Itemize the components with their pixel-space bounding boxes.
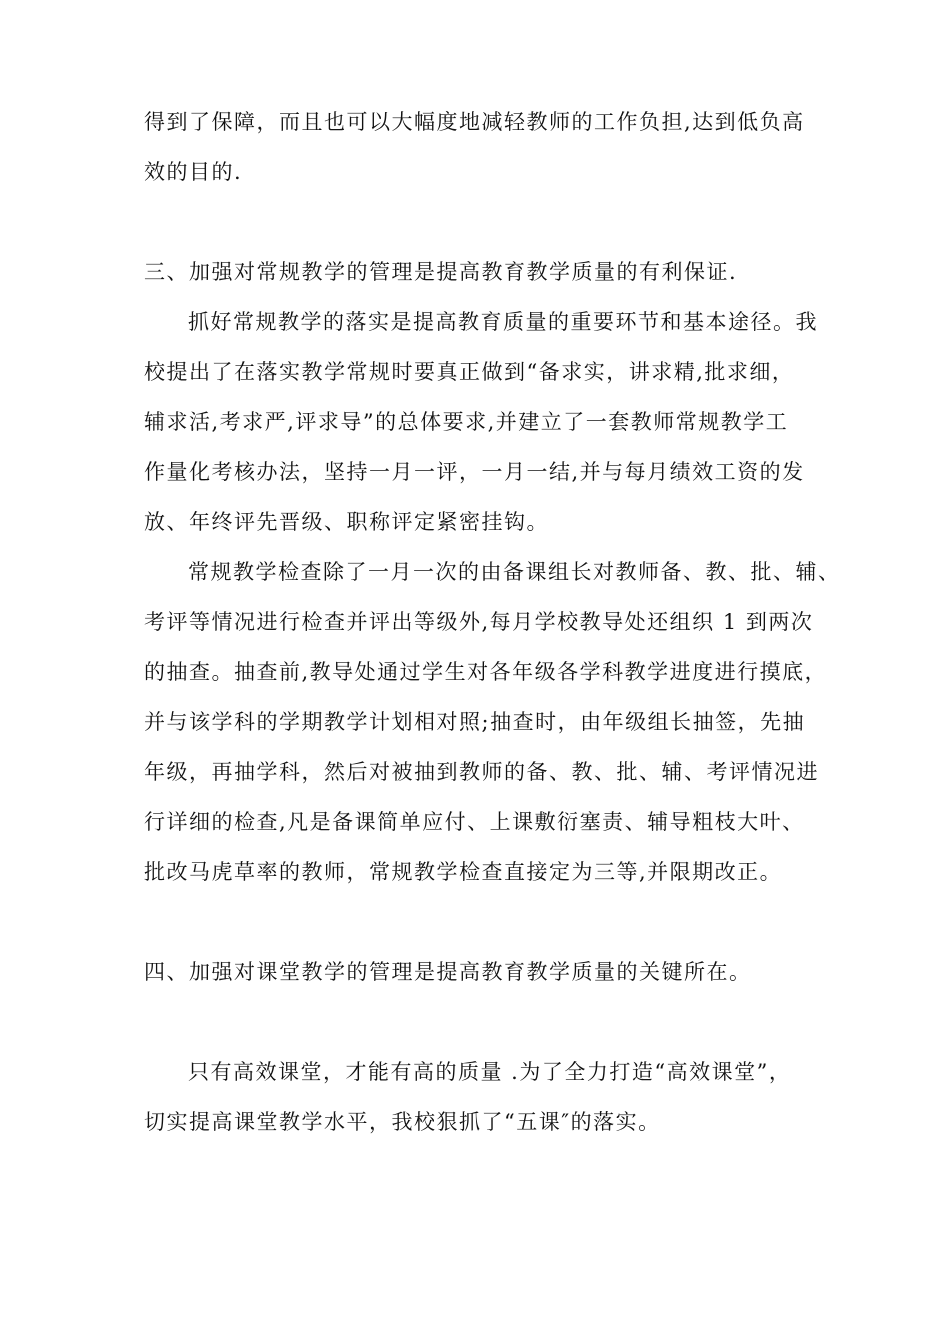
paragraph-line: 切实提高课堂教学水平，我校狠抓了“五课″的落实。 — [144, 1110, 661, 1134]
paragraph-line: 放、年终评先晋级、职称评定紧密挂钩。 — [144, 510, 549, 534]
paragraph-line: 考评等情况进行检查并评出等级外,每月学校教导处还组织 1 到两次 — [144, 610, 814, 634]
paragraph-line: 批改马虎草率的教师，常规教学检查直接定为三等,并限期改正。 — [144, 860, 783, 884]
paragraph-line: 只有高效课堂，才能有高的质量 .为了全力打造“高效课堂”， — [188, 1060, 792, 1084]
paragraph-line: 效的目的. — [144, 160, 243, 184]
paragraph-line: 抓好常规教学的落实是提高教育质量的重要环节和基本途径。我 — [188, 310, 818, 334]
paragraph-line: 行详细的检查,凡是备课简单应付、上课敷衍塞责、辅导粗枝大叶、 — [144, 810, 805, 834]
paragraph-line: 得到了保障，而且也可以大幅度地减轻教师的工作负担,达到低负高 — [144, 110, 805, 134]
paragraph-line: 作量化考核办法，坚持一月一评，一月一结,并与每月绩效工资的发 — [144, 460, 805, 484]
paragraph-line: 校提出了在落实教学常规时要真正做到“备求实，讲求精,批求细， — [144, 360, 795, 384]
paragraph-line: 年级，再抽学科，然后对被抽到教师的备、教、批、辅、考评情况进 — [144, 760, 819, 784]
paragraph-line: 辅求活,考求严,评求导”的总体要求,并建立了一套教师常规教学工 — [144, 410, 789, 434]
paragraph-line: 并与该学科的学期教学计划相对照;抽查时，由年级组长抽签，先抽 — [144, 710, 806, 734]
paragraph-line: 的抽查。抽查前,教导处通过学生对各年级各学科教学进度进行摸底， — [144, 660, 828, 684]
paragraph-line: 常规教学检查除了一月一次的由备课组长对教师备、教、批、辅、 — [188, 560, 841, 584]
section-heading-four: 四、加强对课堂教学的管理是提高教育教学质量的关键所在。 — [144, 960, 752, 984]
section-heading-three: 三、加强对常规教学的管理是提高教育教学质量的有利保证. — [144, 260, 738, 284]
